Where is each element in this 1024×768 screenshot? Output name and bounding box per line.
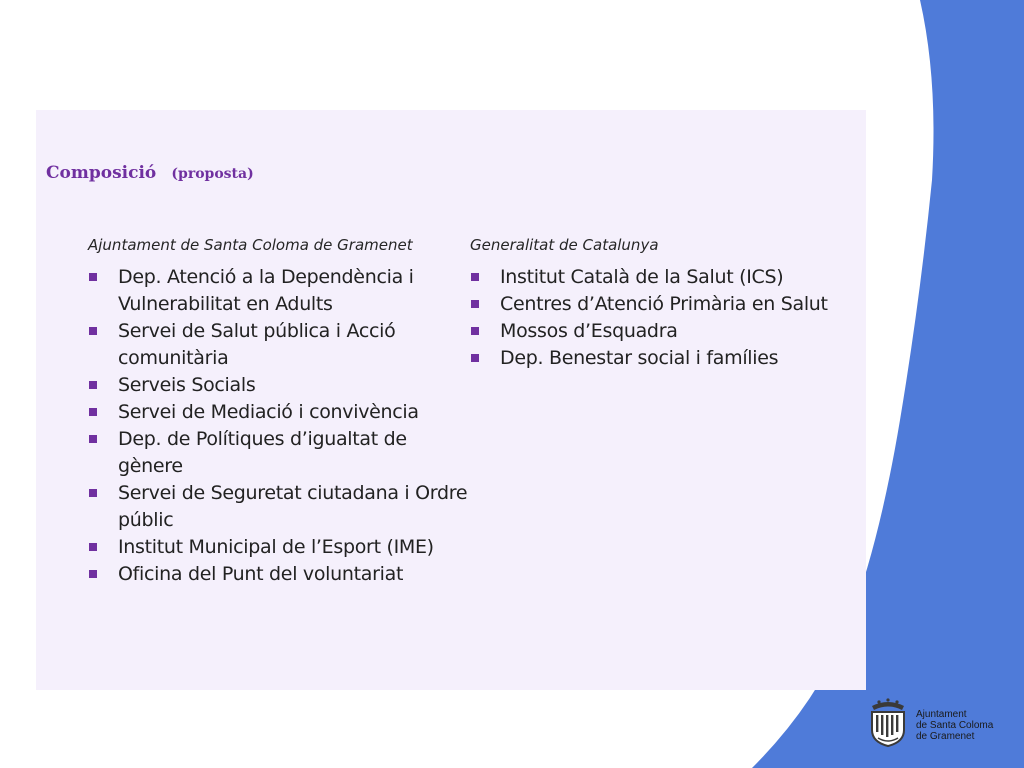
list-item xyxy=(88,372,468,399)
bullet-square-icon xyxy=(471,327,479,335)
bullet-square-icon xyxy=(89,570,97,578)
bullet-square-icon xyxy=(89,543,97,551)
right-column-heading: Generalitat de Catalunya xyxy=(470,236,659,254)
bullet-square-icon xyxy=(89,408,97,416)
bullet-square-icon xyxy=(89,435,97,443)
left-column xyxy=(88,236,468,588)
list-item xyxy=(88,318,468,372)
logo-line-3: de Gramenet xyxy=(916,731,975,742)
logo-line-2: de Santa Coloma xyxy=(916,720,994,731)
list-item-text: Dep. Atenció a la Dependència i Vulnerabilitat en Adults xyxy=(118,266,414,315)
list-item-text: Serveis Socials xyxy=(118,374,256,396)
list-item-text: Institut Català de la Salut (ICS) xyxy=(500,266,784,288)
left-column-list xyxy=(88,264,468,588)
list-item-text: Mossos d’Esquadra xyxy=(500,320,678,342)
right-column xyxy=(470,236,850,372)
list-item xyxy=(88,426,468,480)
list-item-text: Oficina del Punt del voluntariat xyxy=(118,563,404,585)
list-item xyxy=(470,291,850,318)
right-column-list xyxy=(470,264,850,372)
left-column-heading: Ajuntament de Santa Coloma de Gramenet xyxy=(88,236,413,254)
bullet-square-icon xyxy=(471,273,479,281)
list-item-text: Servei de Mediació i convivència xyxy=(118,401,419,423)
list-item xyxy=(470,264,850,291)
list-item xyxy=(88,561,468,588)
title-sub: (proposta) xyxy=(171,166,254,182)
list-item xyxy=(88,264,468,318)
ajuntament-logo xyxy=(866,698,1016,754)
list-item xyxy=(470,345,850,372)
bullet-square-icon xyxy=(471,354,479,362)
bullet-square-icon xyxy=(471,300,479,308)
logo-line-1: Ajuntament xyxy=(916,709,967,720)
bullet-square-icon xyxy=(89,489,97,497)
list-item-text: Institut Municipal de l’Esport (IME) xyxy=(118,536,434,558)
list-item-text: Servei de Seguretat ciutadana i Ordre públic xyxy=(118,482,468,531)
list-item xyxy=(88,399,468,426)
list-item-text: Centres d’Atenció Primària en Salut xyxy=(500,293,828,315)
slide-title xyxy=(46,148,254,186)
city-crest-icon xyxy=(866,698,910,748)
bullet-square-icon xyxy=(89,327,97,335)
list-item xyxy=(88,480,468,534)
list-item-text: Servei de Salut pública i Acció comunitària xyxy=(118,320,396,369)
list-item xyxy=(470,318,850,345)
bullet-square-icon xyxy=(89,381,97,389)
list-item xyxy=(88,534,468,561)
title-main: Composició xyxy=(46,163,157,183)
bullet-square-icon xyxy=(89,273,97,281)
list-item-text: Dep. de Polítiques d’igualtat de gènere xyxy=(118,428,407,477)
logo-text xyxy=(916,709,993,742)
list-item-text: Dep. Benestar social i famílies xyxy=(500,347,779,369)
